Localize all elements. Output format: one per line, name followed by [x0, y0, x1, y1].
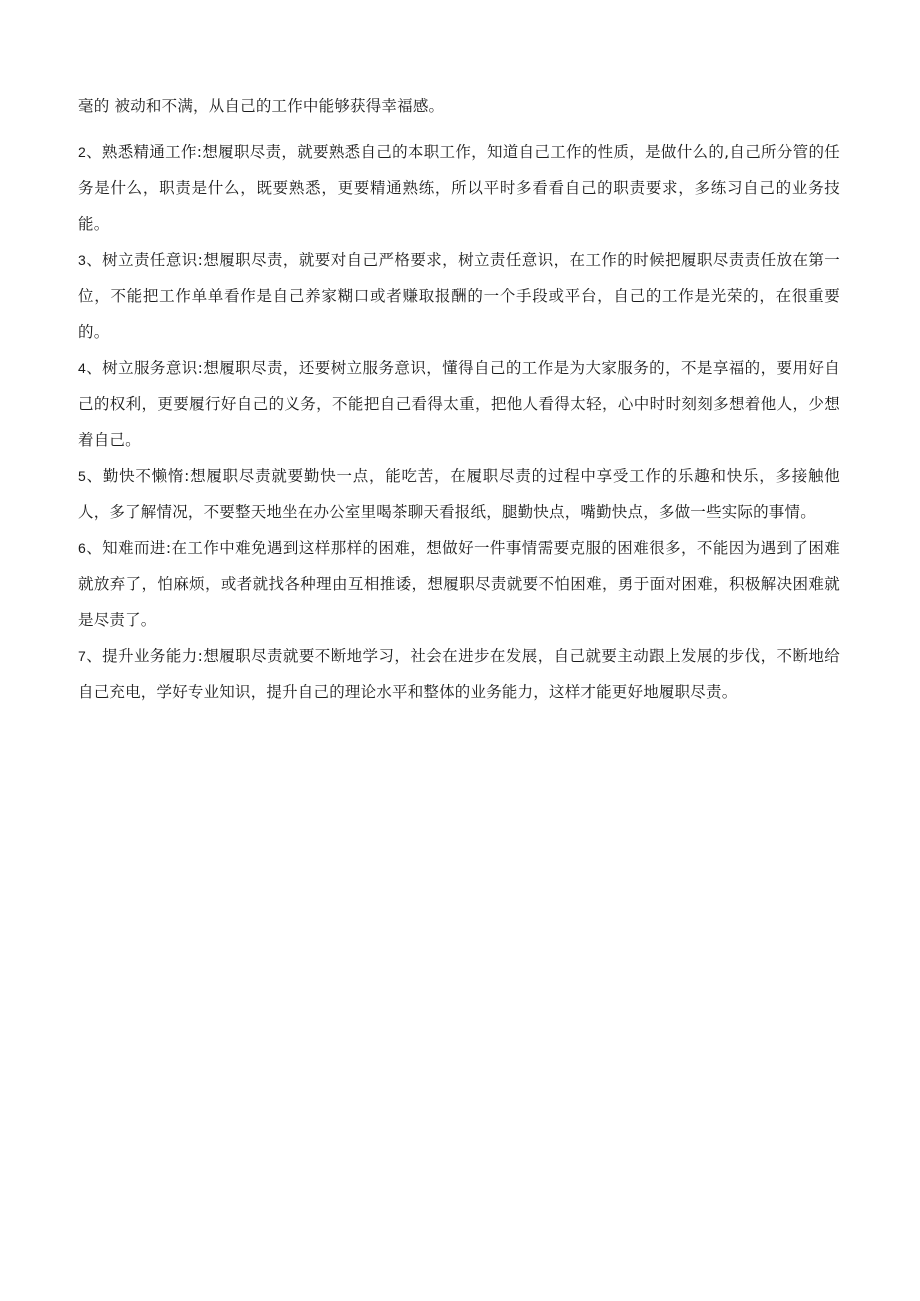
paragraph-text: 、勤快不懒惰:想履职尽责就要勤快一点，能吃苦，在履职尽责的过程中享受工作的乐趣和快乐，多接触他人，多了解情况，不要整天地坐在办公室里喝茶聊天看报纸，腿勤快点，嘴勤快点，多做一些实际的事情。	[78, 467, 840, 521]
paragraph-item-3	[78, 242, 840, 350]
paragraph-number: 3	[78, 252, 86, 268]
paragraph-number: 2	[78, 144, 86, 160]
paragraph-text: 、树立责任意识:想履职尽责，就要对自己严格要求，树立责任意识，在工作的时候把履职尽责责任放在第一位，不能把工作单单看作是自己养家糊口或者赚取报酬的一个手段或平台，自己的工作是光荣的，在很重要的。	[78, 251, 840, 341]
paragraph-number: 7	[78, 648, 86, 664]
paragraph-item-2	[78, 134, 840, 242]
paragraph-text: 、提升业务能力:想履职尽责就要不断地学习，社会在进步在发展，自己就要主动跟上发展的步伐，不断地给自己充电，学好专业知识，提升自己的理论水平和整体的业务能力，这样才能更好地履职尽责。	[78, 647, 840, 701]
document-body	[78, 88, 840, 710]
paragraph-text: 、树立服务意识:想履职尽责，还要树立服务意识，懂得自己的工作是为大家服务的，不是享福的，要用好自己的权利，更要履行好自己的义务，不能把自己看得太重，把他人看得太轻，心中时时刻刻多想着他人，少想着自己。	[78, 359, 840, 449]
paragraph-number: 6	[78, 540, 86, 556]
paragraph-item-6	[78, 530, 840, 638]
paragraph-text: 、熟悉精通工作:想履职尽责，就要熟悉自己的本职工作，知道自己工作的性质，是做什么的,自己所分管的任务是什么，职责是什么，既要熟悉，更要精通熟练，所以平时多看看自己的职责要求，多练习自己的业务技能。	[78, 143, 840, 233]
paragraph-continuation	[78, 88, 840, 124]
paragraph-item-4	[78, 350, 840, 458]
paragraph-item-5	[78, 458, 840, 530]
paragraph-text: 毫的 被动和不满，从自己的工作中能够获得幸福感。	[78, 97, 445, 115]
paragraph-number: 4	[78, 360, 86, 376]
paragraph-text: 、知难而进:在工作中难免遇到这样那样的困难，想做好一件事情需要克服的困难很多，不能因为遇到了困难就放弃了，怕麻烦，或者就找各种理由互相推诿，想履职尽责就要不怕困难，勇于面对困难，积极解决困难就是尽责了。	[78, 539, 840, 629]
paragraph-item-7	[78, 638, 840, 710]
paragraph-number: 5	[78, 468, 86, 484]
